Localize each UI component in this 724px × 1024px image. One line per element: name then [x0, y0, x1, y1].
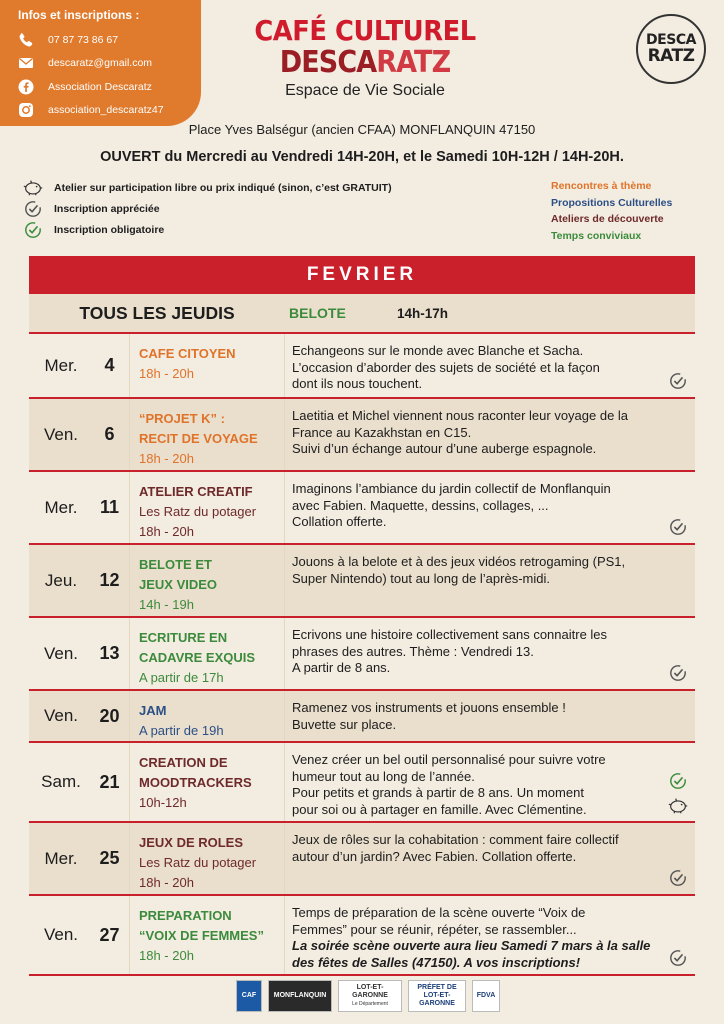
- event-description-line: Pour petits et grands à partir de 8 ans. Un moment: [292, 785, 584, 800]
- contact-box: [0, 0, 201, 126]
- event-description-line: humeur tout au long de l’année.: [292, 768, 475, 784]
- event-title-line2: CADAVRE EXQUIS: [139, 650, 256, 665]
- event-description-line: Venez créer un bel outil personnalisé pour suivre votre: [292, 752, 606, 767]
- event-description-line: L’occasion d’aborder des sujets de société et la façon: [292, 359, 600, 375]
- event-date: 25: [99, 848, 120, 868]
- lot-et-garonne-sub: Le Département: [352, 1001, 388, 1007]
- contact-title: Infos et inscriptions :: [18, 8, 140, 22]
- event-description: [285, 334, 695, 397]
- event-subtitle: 14h - 19h: [139, 597, 194, 612]
- event-date: 27: [99, 924, 120, 945]
- event-title: PREPARATION: [139, 908, 232, 923]
- event-description-line: Ramenez vos instruments et jouons ensemble !: [292, 700, 566, 715]
- event-subtitle: Les Ratz du potager: [139, 504, 257, 519]
- check-grey-icon: [667, 371, 689, 391]
- event-description-line: Echangeons sur le monde avec Blanche et Sacha.: [292, 343, 584, 358]
- event-title-line2: “VOIX DE FEMMES”: [139, 928, 264, 943]
- event-row: [29, 472, 695, 545]
- event-title: CAFE CITOYEN: [139, 346, 236, 361]
- event-badges: [667, 868, 689, 888]
- legend-item: [22, 177, 392, 198]
- event-subtitle: A partir de 19h: [139, 723, 224, 738]
- category-propositions: Propositions Culturelles: [551, 196, 673, 209]
- facebook-icon: [18, 79, 34, 95]
- event-description-line: Imaginons l’ambiance du jardin collectif de Monflanquin: [292, 481, 611, 496]
- opening-hours: OUVERT du Mercredi au Vendredi 14H-20H, et le Samedi 10H-12H / 14H-20H.: [100, 149, 624, 165]
- brand-part2: RATZ: [376, 45, 451, 80]
- event-description: [285, 691, 695, 741]
- event-day: Ven.: [43, 643, 79, 663]
- event-day: Jeu.: [44, 570, 78, 590]
- event-description: [285, 618, 695, 689]
- partner-logos: [236, 980, 500, 1012]
- event-row: [29, 823, 695, 896]
- event-title: ATELIER CREATIF: [139, 484, 253, 499]
- facebook-text: Association Descaratz: [48, 80, 152, 93]
- cafe-title: CAFÉ CULTUREL: [254, 14, 476, 47]
- event-badges: [667, 371, 689, 391]
- category-rencontres: Rencontres à thème: [551, 180, 652, 192]
- event-title: JAM: [139, 703, 167, 718]
- event-date: 20: [99, 705, 120, 726]
- event-badges: [667, 663, 689, 683]
- event-description-line: pour soi ou à partager en famille. Avec Clémentine.: [292, 801, 587, 817]
- event-description-line: Jeux de rôles sur la cohabitation : comment faire collectif: [292, 832, 619, 847]
- event-description: [285, 743, 695, 821]
- category-ateliers: Ateliers de découverte: [551, 213, 664, 226]
- event-date: 21: [99, 771, 120, 792]
- event-date: 6: [104, 424, 115, 444]
- event-description-line: Jouons à la belote et à des jeux vidéos retrogaming (PS1,: [292, 554, 626, 569]
- weekly-row: [29, 294, 695, 334]
- event-row: [29, 334, 695, 399]
- event-row: [29, 691, 695, 743]
- descaratz-logo: [636, 14, 706, 84]
- weekly-activity: BELOTE: [289, 305, 346, 321]
- event-badges: [667, 517, 689, 537]
- event-title: BELOTE ET: [139, 557, 212, 572]
- event-description-line: phrases des autres. Thème : Vendredi 13.: [292, 643, 534, 659]
- event-title-line2: MOODTRACKERS: [139, 775, 252, 790]
- event-time: 18h - 20h: [139, 875, 194, 890]
- event-day: Sam.: [41, 772, 81, 791]
- contact-facebook[interactable]: [18, 75, 201, 99]
- event-subtitle: A partir de 17h: [139, 670, 224, 685]
- event-date: 11: [99, 497, 120, 517]
- check-grey-icon: [667, 517, 689, 537]
- instagram-icon: [18, 102, 34, 118]
- mail-icon: [18, 55, 34, 71]
- check-green-icon: [667, 771, 689, 791]
- weekly-time: 14h-17h: [397, 305, 449, 321]
- event-description-line: Buvette sur place.: [292, 716, 397, 732]
- phone-icon: [18, 32, 34, 48]
- event-title-cell: [129, 334, 285, 397]
- event-description-line: autour d’un jardin? Avec Fabien. Collation offerte.: [292, 848, 577, 864]
- check-grey-icon: [667, 868, 689, 888]
- logo-line1: DESCA: [646, 32, 696, 49]
- event-day: Mer.: [44, 848, 78, 868]
- event-title-line2: JEUX VIDEO: [139, 577, 218, 592]
- event-title-cell: [129, 399, 285, 470]
- event-description: [285, 545, 695, 616]
- event-badges: [667, 948, 689, 968]
- address: Place Yves Balségur (ancien CFAA) MONFLANQUIN 47150: [188, 122, 536, 137]
- check-grey-icon: [22, 199, 44, 219]
- event-title-cell: [129, 472, 285, 543]
- caf-logo: CAF: [236, 980, 262, 1012]
- legend: [22, 177, 392, 240]
- piggy-bank-icon: [22, 178, 44, 198]
- contact-email[interactable]: [18, 52, 201, 76]
- event-description-line: Super Nintendo) tout au long de l’après-midi.: [292, 570, 550, 586]
- prefet-logo: PRÉFET DE LOT-ET-GARONNE: [408, 980, 466, 1012]
- legend-item: [22, 219, 392, 240]
- check-grey-icon: [667, 948, 689, 968]
- event-title-cell: [129, 743, 285, 821]
- legend-label: Inscription appréciée: [54, 202, 160, 215]
- event-description: [285, 399, 695, 470]
- contact-phone[interactable]: [18, 28, 201, 52]
- event-row: [29, 545, 695, 618]
- phone-text: 07 87 73 86 67: [48, 33, 119, 46]
- category-legend: [551, 178, 672, 244]
- event-description-line: Ecrivons une histoire collectivement sans connaitre les: [292, 627, 608, 642]
- event-title-cell: [129, 896, 285, 974]
- event-row: [29, 399, 695, 472]
- event-date: 4: [104, 355, 115, 375]
- event-time: 18h - 20h: [139, 524, 194, 539]
- fdva-logo: FDVA: [472, 980, 500, 1012]
- event-description-line: Suivi d’un échange autour d’une auberge espagnole.: [292, 441, 597, 456]
- event-row: [29, 743, 695, 823]
- event-description-line: France au Kazakhstan en C15.: [292, 424, 472, 440]
- legend-item: [22, 198, 392, 219]
- event-day: Ven.: [43, 925, 79, 944]
- title-block: [200, 14, 530, 100]
- contact-instagram[interactable]: [18, 99, 201, 123]
- lot-et-garonne-logo: [338, 980, 402, 1012]
- legend-label: Inscription obligatoire: [54, 223, 165, 236]
- event-description-line: dont ils nous touchent.: [292, 376, 423, 391]
- event-subtitle: Les Ratz du potager: [139, 855, 257, 870]
- event-description-line: Laetitia et Michel viennent nous raconter leur voyage de la: [292, 408, 629, 423]
- event-description: [285, 896, 695, 974]
- event-description: [285, 823, 695, 894]
- event-description-line: Femmes” pour se réunir, répéter, se rassembler...: [292, 921, 577, 937]
- event-title: CREATION DE: [139, 755, 228, 770]
- event-title-cell: [129, 823, 285, 894]
- check-grey-icon: [667, 663, 689, 683]
- event-subtitle: 18h - 20h: [139, 948, 194, 963]
- month-banner: FEVRIER: [29, 256, 695, 294]
- event-description-highlight: La soirée scène ouverte aura lieu Samedi 7 mars à la salle des fêtes de Salles (47150). A vos inscriptions!: [292, 938, 651, 970]
- brand-part1: DESCA: [279, 45, 377, 80]
- event-date: 12: [99, 570, 120, 590]
- event-title: JEUX DE ROLES: [139, 835, 244, 850]
- monflanquin-logo: MONFLANQUIN: [268, 980, 332, 1012]
- category-temps: Temps conviviaux: [551, 229, 642, 242]
- event-title-cell: [129, 545, 285, 616]
- event-day: Mer.: [44, 355, 78, 375]
- event-day: Ven.: [43, 424, 79, 444]
- event-subtitle: 18h - 20h: [139, 366, 194, 381]
- event-title: “PROJET K” :: [139, 411, 225, 426]
- brand-title: [217, 45, 514, 80]
- event-day: Ven.: [43, 706, 79, 725]
- event-description: [285, 472, 695, 543]
- event-title-cell: [129, 618, 285, 689]
- subtitle: Espace de Vie Sociale: [285, 82, 445, 99]
- event-subtitle: 18h - 20h: [139, 451, 194, 466]
- legend-label: Atelier sur participation libre ou prix indiqué (sinon, c’est GRATUIT): [54, 181, 392, 194]
- event-title-line2: RECIT DE VOYAGE: [139, 431, 258, 446]
- event-subtitle: 10h-12h: [139, 795, 187, 810]
- event-title: ECRITURE EN: [139, 630, 228, 645]
- lot-et-garonne-title: LOT-ET-GARONNE: [352, 984, 388, 999]
- events-list: [29, 334, 695, 976]
- event-description-line: Collation offerte.: [292, 514, 387, 529]
- event-date: 13: [99, 643, 120, 663]
- event-badges: [667, 771, 689, 815]
- event-row: [29, 618, 695, 691]
- piggy-bank-icon: [667, 795, 689, 815]
- event-row: [29, 896, 695, 976]
- check-green-icon: [22, 220, 44, 240]
- instagram-text: association_descaratz47: [48, 104, 164, 117]
- event-title-cell: [129, 691, 285, 741]
- logo-line2: RATZ: [647, 45, 695, 66]
- email-text: descaratz@gmail.com: [48, 57, 153, 70]
- event-description-line: avec Fabien. Maquette, dessins, collages, ...: [292, 497, 549, 513]
- event-description-line: A partir de 8 ans.: [292, 660, 391, 675]
- weekly-label: TOUS LES JEUDIS: [79, 302, 235, 323]
- event-day: Mer.: [44, 497, 78, 517]
- event-description-line: Temps de préparation de la scène ouverte “Voix de: [292, 905, 586, 920]
